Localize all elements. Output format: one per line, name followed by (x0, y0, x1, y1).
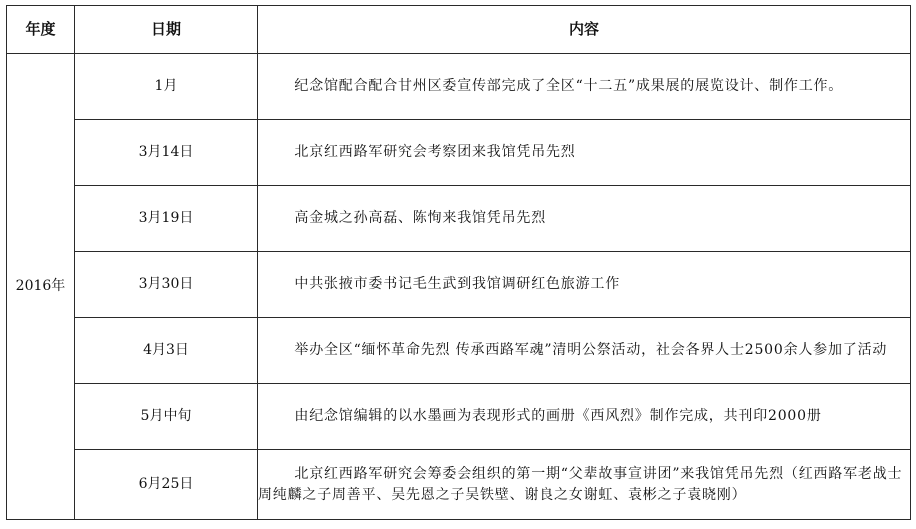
content-cell (258, 120, 911, 186)
content-text: 纪念馆配合配合甘州区委宣传部完成了全区“十二五”成果展的展览设计、制作工作。 (294, 78, 844, 94)
date-cell: 4月3日 (75, 318, 258, 384)
table-row (7, 54, 911, 120)
date-cell: 3月14日 (75, 120, 258, 186)
content-cell (258, 384, 911, 450)
content-cell (258, 318, 911, 384)
content-text: 由纪念馆编辑的以水墨画为表现形式的画册《西风烈》制作完成，共刊印2000册 (294, 408, 822, 424)
table-row (7, 384, 911, 450)
date-cell: 3月30日 (75, 252, 258, 318)
chronicle-table (6, 5, 911, 520)
header-year: 年度 (7, 6, 75, 54)
header-content: 内容 (258, 6, 911, 54)
table-row (7, 318, 911, 384)
table-row (7, 120, 911, 186)
content-cell (258, 54, 911, 120)
content-cell (258, 252, 911, 318)
content-text: 北京红西路军研究会筹委会组织的第一期“父辈故事宣讲团”来我馆凭吊先烈（红西路军老战士周纯麟之子周善平、吴先恩之子吴铁壁、谢良之女谢虹、袁彬之子袁晓刚） (258, 465, 903, 503)
content-text: 北京红西路军研究会考察团来我馆凭吊先烈 (294, 144, 576, 160)
year-cell: 2016年 (7, 54, 75, 520)
date-cell: 6月25日 (75, 450, 258, 520)
date-cell: 5月中旬 (75, 384, 258, 450)
table-row (7, 252, 911, 318)
date-cell: 3月19日 (75, 186, 258, 252)
date-cell: 1月 (75, 54, 258, 120)
content-text: 中共张掖市委书记毛生武到我馆调研红色旅游工作 (294, 276, 620, 292)
header-row (7, 6, 911, 54)
content-text: 举办全区“缅怀革命先烈 传承西路军魂”清明公祭活动，社会各界人士2500余人参加了活动 (294, 342, 888, 358)
content-text: 高金城之孙高磊、陈恂来我馆凭吊先烈 (294, 210, 546, 226)
content-cell (258, 186, 911, 252)
header-date: 日期 (75, 6, 258, 54)
table-row (7, 186, 911, 252)
table-row (7, 450, 911, 520)
content-cell (258, 450, 911, 520)
